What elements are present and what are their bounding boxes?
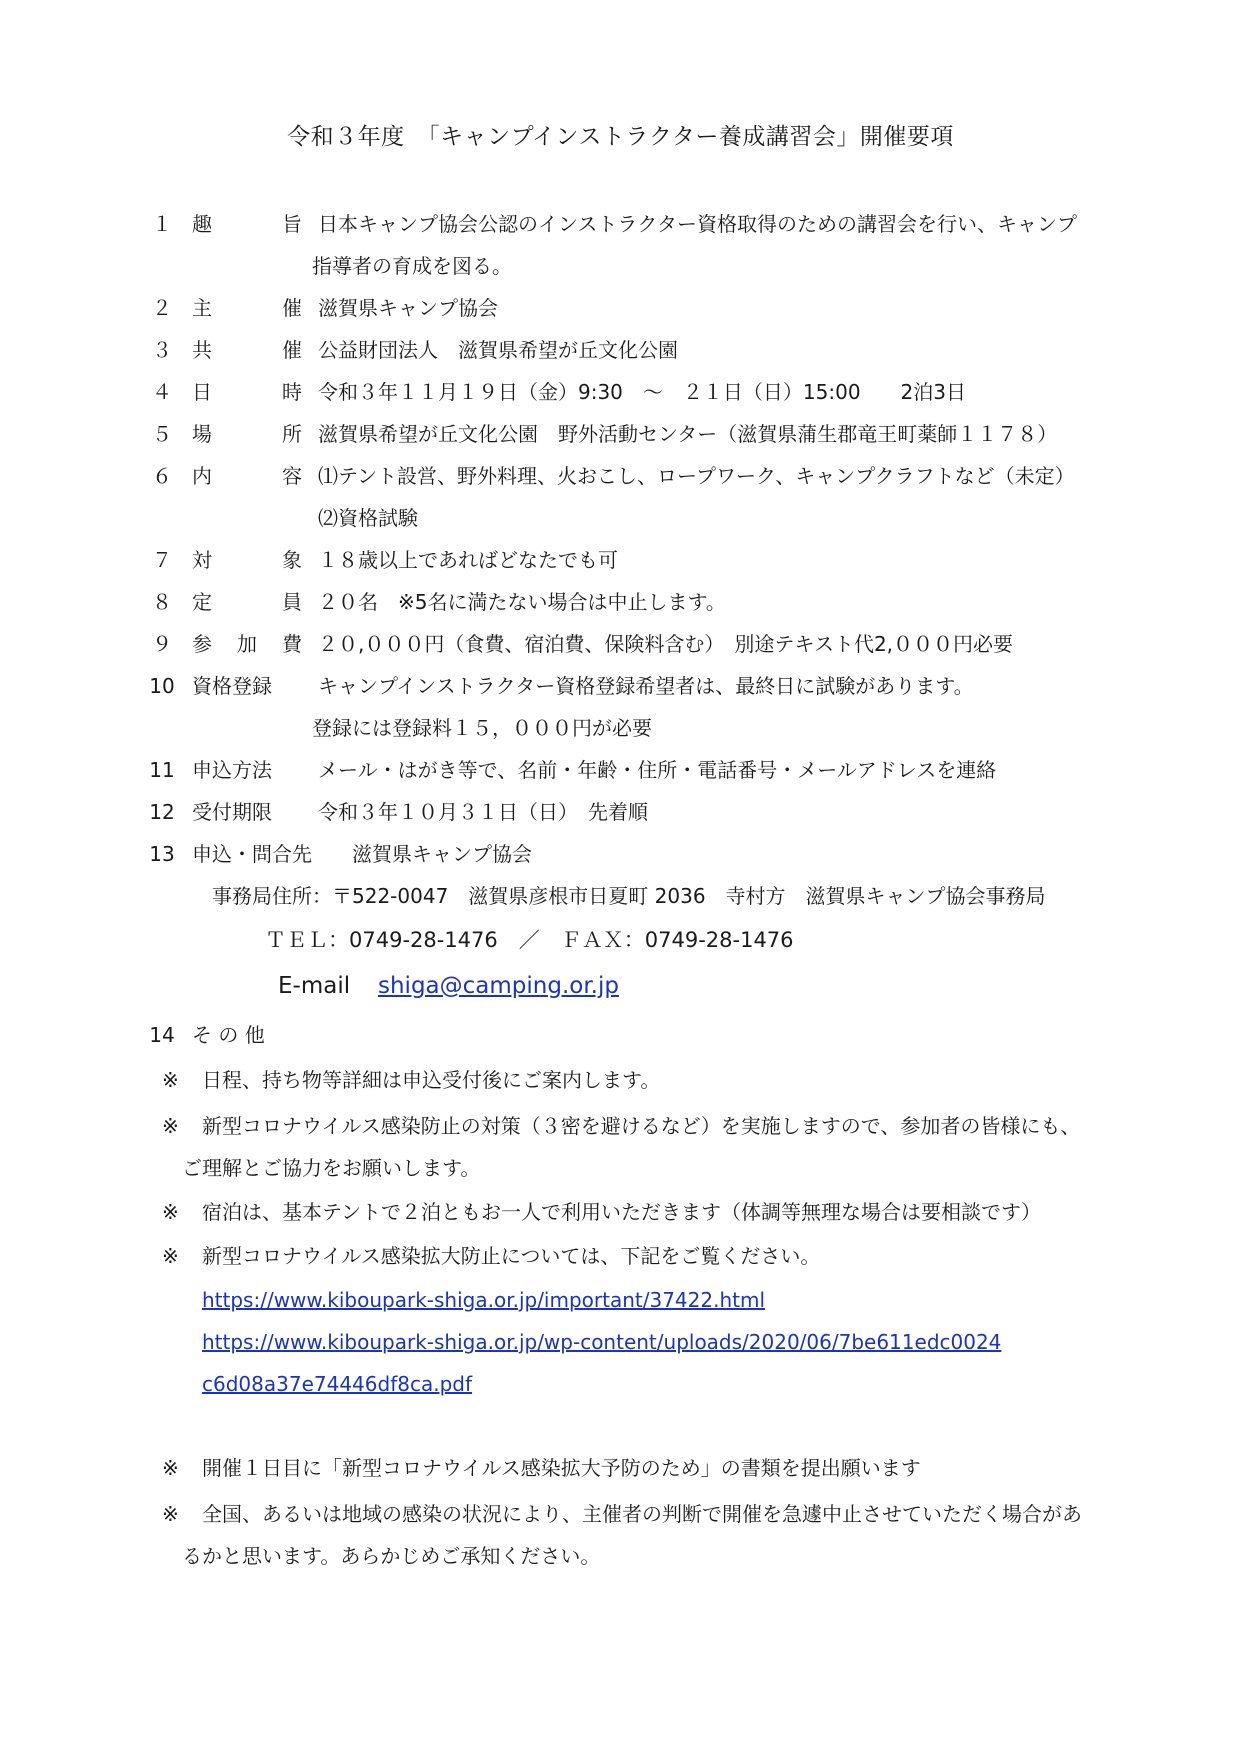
item-number: ３ [152,338,172,362]
item-label: 参 加 費 [192,632,302,656]
item-number: 13 [149,842,175,866]
covid-pdf-link[interactable]: https://www.kiboupark-shiga.or.jp/wp-content/uploads/2020/06/7be611edc0024 [202,1330,1002,1354]
item-number: ６ [152,464,172,488]
note-mark: ※ [162,1456,179,1480]
item-value: 令和３年１０月３１日（日） 先着順 [318,800,648,824]
item-value: 令和３年１１月１９日（金）9:30 ～ ２１日（日）15:00 2泊3日 [318,380,966,404]
note-mark: ※ [162,1068,179,1092]
item-label: 受付期限 [192,800,272,824]
item-number: ５ [152,422,172,446]
item-number: ４ [152,380,172,404]
item-number: ７ [152,548,172,572]
note-mark: ※ [162,1244,179,1268]
contact-address: 事務局住所：〒522-0047 滋賀県彦根市日夏町 2036 寺村方 滋賀県キャンプ協会事務局 [212,884,1046,908]
item-number: 11 [149,758,175,782]
item-value: 滋賀県キャンプ協会 [352,842,532,866]
contact-tel-fax: ＴＥＬ：0749-28-1476 ／ ＦＡＸ：0749-28-1476 [265,928,794,952]
item-label: 対 象 [192,548,302,572]
note-text: 宿泊は、基本テントで２泊ともお一人で利用いただきます（体調等無理な場合は要相談です） [202,1200,1041,1224]
item-label: そ の 他 [192,1023,265,1047]
item-value-continued: 指導者の育成を図る。 [312,254,512,278]
covid-info-link[interactable]: https://www.kiboupark-shiga.or.jp/important/37422.html [202,1288,766,1312]
item-value: ⑴テント設営、野外料理、火おこし、ロープワーク、キャンプクラフトなど（未定） [318,464,1075,488]
item-number: １ [152,212,172,236]
item-label: 日 時 [192,380,302,404]
item-number: 10 [149,674,175,698]
item-value: 公益財団法人 滋賀県希望が丘文化公園 [318,338,678,362]
item-number: ８ [152,590,172,614]
item-number: 14 [149,1023,175,1047]
item-label: 内 容 [192,464,302,488]
note-text: 開催１日目に「新型コロナウイルス感染拡大予防のため」の書類を提出願います [202,1456,921,1480]
item-number: ９ [152,632,172,656]
note-mark: ※ [162,1502,179,1526]
item-value: メール・はがき等で、名前・年齢・住所・電話番号・メールアドレスを連絡 [318,758,997,782]
item-number: 12 [149,800,175,824]
note-text: 日程、持ち物等詳細は申込受付後にご案内します。 [202,1068,661,1092]
item-value: ２０,０００円（食費、宿泊費、保険料含む） 別途テキスト代2,０００円必要 [318,632,1014,656]
item-label: 主 催 [192,296,302,320]
item-label: 資格登録 [192,674,272,698]
email-link[interactable]: shiga@camping.or.jp [378,973,619,999]
note-text: 全国、あるいは地域の感染の状況により、主催者の判断で開催を急遽中止させていただく場合があ [202,1502,1082,1526]
item-value: キャンプインストラクター資格登録希望者は、最終日に試験があります。 [318,674,974,698]
note-text: 新型コロナウイルス感染防止の対策（３密を避けるなど）を実施しますので、参加者の皆様にも、 [202,1114,1081,1138]
item-value-continued: 登録には登録料１５，０００円が必要 [312,716,652,740]
note-text: 新型コロナウイルス感染拡大防止については、下記をご覧ください。 [202,1244,821,1268]
item-label: 場 所 [192,422,302,446]
email-label: E-mail [278,973,351,999]
page-title: 令和３年度 「キャンプインストラクター養成講習会」開催要項 [287,124,954,150]
item-value: 日本キャンプ協会公認のインストラクター資格取得のための講習会を行い、キャンプ [318,212,1077,236]
item-label: 共 催 [192,338,302,362]
note-text-continued: ご理解とご協力をお願いします。 [182,1156,481,1180]
covid-pdf-link-continued[interactable]: c6d08a37e74446df8ca.pdf [202,1372,472,1396]
item-value-continued: ⑵資格試験 [318,506,418,530]
note-mark: ※ [162,1114,179,1138]
item-label: 趣 旨 [192,212,302,236]
item-value: 滋賀県希望が丘文化公園 野外活動センター（滋賀県蒲生郡竜王町薬師１１７８） [318,422,1058,446]
item-value: ２０名 ※5名に満たない場合は中止します。 [318,590,726,614]
note-mark: ※ [162,1200,179,1224]
item-value: 滋賀県キャンプ協会 [318,296,498,320]
item-value: １８歳以上であればどなたでも可 [318,548,618,572]
item-label: 申込方法 [192,758,272,782]
item-label: 申込・問合先 [192,842,312,866]
note-text-continued: るかと思います。あらかじめご承知ください。 [182,1544,601,1568]
item-label: 定 員 [192,590,302,614]
item-number: ２ [152,296,172,320]
